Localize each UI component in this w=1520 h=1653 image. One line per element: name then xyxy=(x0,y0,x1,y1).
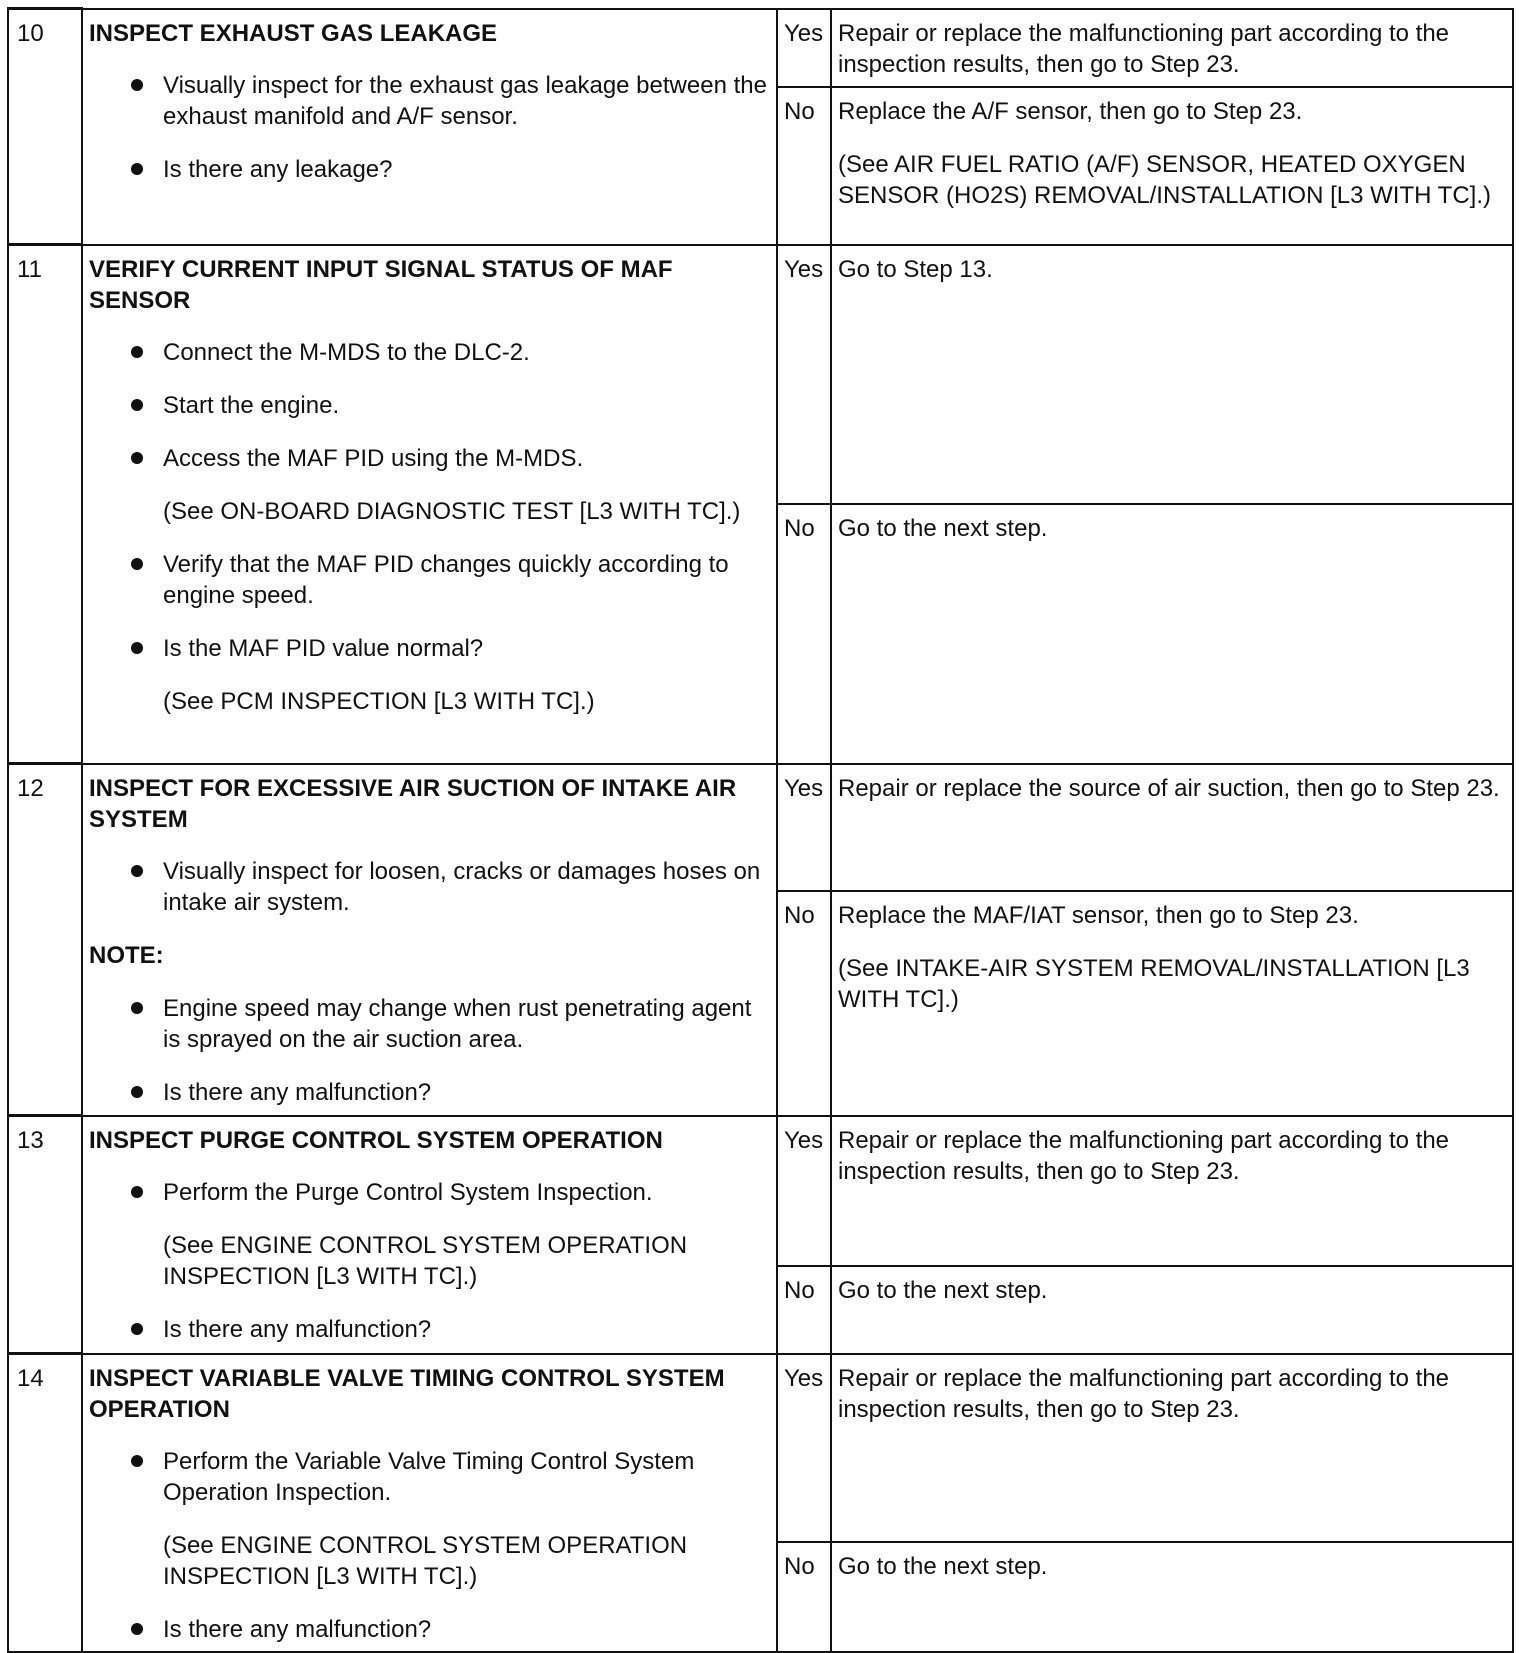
bullet-item: Access the MAF PID using the M-MDS. xyxy=(163,443,770,474)
no-label: No xyxy=(777,1542,831,1652)
step-row-10 xyxy=(8,9,1513,87)
yes-action-text: Repair or replace the malfunctioning part according to the inspection results, then go to Step 23. xyxy=(838,1364,1450,1423)
step-title: INSPECT EXHAUST GAS LEAKAGE xyxy=(89,19,498,47)
step-description xyxy=(82,245,777,764)
no-action-text: Replace the MAF/IAT sensor, then go to Step 23. xyxy=(838,901,1359,929)
yes-label: Yes xyxy=(777,1354,831,1542)
bullet-item: Is there any malfunction? xyxy=(163,1614,770,1645)
no-action xyxy=(831,504,1513,764)
bullet-item: Perform the Variable Valve Timing Control System Operation Inspection. xyxy=(163,1446,770,1508)
no-action-text: (See AIR FUEL RATIO (A/F) SENSOR, HEATED OXYGEN SENSOR (HO2S) REMOVAL/INSTALLATION [L3 WITH TC].) xyxy=(838,150,1491,209)
yes-label: Yes xyxy=(777,764,831,891)
no-label: No xyxy=(777,87,831,245)
yes-label: Yes xyxy=(777,9,831,87)
step-row-12 xyxy=(8,764,1513,891)
step-number: 11 xyxy=(8,245,82,764)
no-label: No xyxy=(777,1266,831,1354)
step-number: 12 xyxy=(8,764,82,1116)
step-row-14 xyxy=(8,1354,1513,1542)
bullet-item: Is there any malfunction? xyxy=(163,1314,770,1345)
no-action xyxy=(831,1266,1513,1354)
no-action-text: Go to the next step. xyxy=(838,514,1048,542)
diagnostic-procedure-table xyxy=(7,7,1514,1653)
yes-action xyxy=(831,1354,1513,1542)
step-title: INSPECT PURGE CONTROL SYSTEM OPERATION xyxy=(89,1126,663,1154)
yes-action-text: Repair or replace the malfunctioning part according to the inspection results, then go to Step 23. xyxy=(838,1126,1450,1185)
no-action-text: Go to the next step. xyxy=(838,1552,1048,1580)
no-action xyxy=(831,87,1513,245)
step-title: VERIFY CURRENT INPUT SIGNAL STATUS OF MAF SENSOR xyxy=(89,255,673,314)
yes-action xyxy=(831,245,1513,504)
bullet-item: Is there any malfunction? xyxy=(163,1077,770,1108)
bullet-item: Start the engine. xyxy=(163,390,770,421)
bullet-item: Visually inspect for the exhaust gas leakage between the exhaust manifold and A/F sensor. xyxy=(163,70,770,132)
no-action xyxy=(831,891,1513,1116)
bullet-item: Connect the M-MDS to the DLC-2. xyxy=(163,337,770,368)
bullet-item: Is the MAF PID value normal? xyxy=(163,633,770,664)
bullet-item: Is there any leakage? xyxy=(163,154,770,185)
no-action-text: (See INTAKE-AIR SYSTEM REMOVAL/INSTALLATION [L3 WITH TC].) xyxy=(838,954,1470,1013)
yes-action xyxy=(831,764,1513,891)
reference-text: (See ENGINE CONTROL SYSTEM OPERATION INSPECTION [L3 WITH TC].) xyxy=(163,1231,688,1290)
step-description xyxy=(82,1116,777,1354)
reference-text: (See PCM INSPECTION [L3 WITH TC].) xyxy=(163,687,595,715)
bullet-item: Engine speed may change when rust penetrating agent is sprayed on the air suction area. xyxy=(163,993,770,1055)
step-row-11 xyxy=(8,245,1513,504)
yes-label: Yes xyxy=(777,245,831,504)
yes-action-text: Go to Step 13. xyxy=(838,255,993,283)
step-row-13 xyxy=(8,1116,1513,1266)
step-title: INSPECT VARIABLE VALVE TIMING CONTROL SYSTEM OPERATION xyxy=(89,1364,725,1423)
step-description xyxy=(82,1354,777,1652)
note-heading: NOTE: xyxy=(89,941,164,969)
bullet-item: Verify that the MAF PID changes quickly according to engine speed. xyxy=(163,549,770,611)
yes-action-text: Repair or replace the malfunctioning part according to the inspection results, then go to Step 23. xyxy=(838,19,1450,78)
bullet-item: Visually inspect for loosen, cracks or damages hoses on intake air system. xyxy=(163,856,770,918)
step-number: 13 xyxy=(8,1116,82,1354)
yes-label: Yes xyxy=(777,1116,831,1266)
yes-action xyxy=(831,9,1513,87)
no-action xyxy=(831,1542,1513,1652)
step-description xyxy=(82,764,777,1116)
no-label: No xyxy=(777,504,831,764)
step-title: INSPECT FOR EXCESSIVE AIR SUCTION OF INTAKE AIR SYSTEM xyxy=(89,774,737,833)
no-label: No xyxy=(777,891,831,1116)
no-action-text: Replace the A/F sensor, then go to Step 23. xyxy=(838,97,1303,125)
reference-text: (See ENGINE CONTROL SYSTEM OPERATION INSPECTION [L3 WITH TC].) xyxy=(163,1531,688,1590)
bullet-item: Perform the Purge Control System Inspection. xyxy=(163,1177,770,1208)
yes-action-text: Repair or replace the source of air suction, then go to Step 23. xyxy=(838,774,1500,802)
reference-text: (See ON-BOARD DIAGNOSTIC TEST [L3 WITH TC].) xyxy=(163,497,741,525)
yes-action xyxy=(831,1116,1513,1266)
no-action-text: Go to the next step. xyxy=(838,1276,1048,1304)
diagnostic-procedure-body xyxy=(8,9,1513,1652)
step-description xyxy=(82,9,777,245)
step-number: 10 xyxy=(8,9,82,245)
step-number: 14 xyxy=(8,1354,82,1652)
